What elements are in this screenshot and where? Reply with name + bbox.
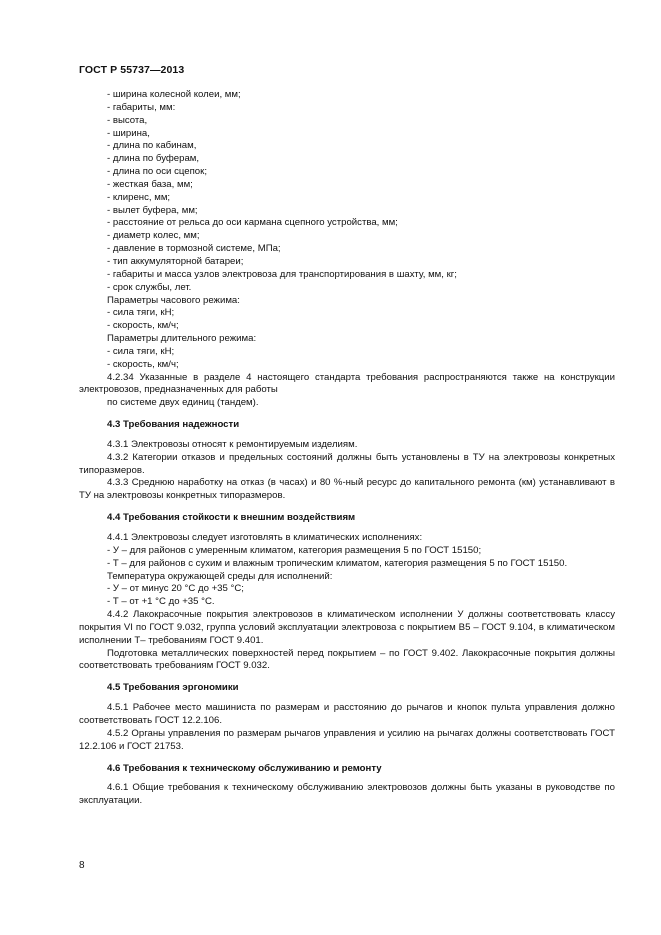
paragraph-4-2-34: 4.2.34 Указанные в разделе 4 настоящего стандарта требования распространяются также на конструкции электровозов, предназначенных для работы [79, 371, 615, 396]
continuous-mode-title: Параметры длительного режима: [107, 333, 257, 345]
list-item: - габариты, мм: [107, 101, 176, 113]
list-item: - скорость, км/ч; [107, 358, 179, 370]
list-item: - диаметр колес, мм; [107, 230, 200, 242]
page-content [79, 89, 615, 808]
parameter-list [79, 89, 615, 295]
list-item: - расстояние от рельса до оси кармана сцепного устройства, мм; [107, 217, 398, 229]
paragraph-4-4-1: 4.4.1 Электровозы следует изготовлять в климатических исполнениях: [107, 532, 423, 543]
list-item: - клиренс, мм; [107, 191, 171, 203]
paragraph-4-6-1: 4.6.1 Общие требования к техническому обслуживанию электровозов должны быть указаны в руководстве по эксплуатации. [79, 782, 615, 807]
list-item: - давление в тормозной системе, МПа; [107, 243, 281, 255]
paragraph-4-3-3: 4.3.3 Среднюю наработку на отказ (в часах) и 80 %-ный ресурс до капитального ремонта (км) устанавливают в ТУ на электровозы конкретных типоразмеров. [79, 477, 615, 502]
hourly-mode-title: Параметры часового режима: [107, 294, 240, 306]
paragraph-4-3-1: 4.3.1 Электровозы относят к ремонтируемым изделиям. [107, 438, 358, 450]
temperature-t: - Т – от +1 °С до +35 °С. [107, 596, 215, 608]
list-item: - сила тяги, кН; [107, 307, 175, 319]
paragraph-4-4-1-u: - У – для районов с умеренным климатом, категория размещения 5 по ГОСТ 15150; [107, 544, 482, 556]
paragraph-4-3-2: 4.3.2 Категории отказов и предельных состояний должны быть установлены в ТУ на электровозы конкретных типоразмеров. [79, 451, 615, 476]
list-item: - срок службы, лет. [107, 281, 192, 293]
section-heading-4-3: 4.3 Требования надежности [107, 419, 240, 431]
list-item: - длина по кабинам, [107, 140, 197, 152]
list-item: - ширина колесной колеи, мм; [107, 89, 241, 100]
paragraph-4-4-1-t: - Т – для районов с сухим и влажным тропическим климатом, категория размещения 5 по ГОСТ 15150. [107, 557, 568, 569]
list-item: - ширина, [107, 127, 150, 139]
page-number: 8 [79, 860, 85, 871]
list-item: - вылет буфера, мм; [107, 204, 198, 216]
list-item: - длина по оси сцепок; [107, 166, 207, 178]
list-item: - высота, [107, 114, 148, 126]
section-heading-4-6: 4.6 Требования к техническому обслуживанию и ремонту [107, 762, 382, 774]
list-item: - жесткая база, мм; [107, 178, 193, 190]
paragraph-4-4-2: 4.4.2 Лакокрасочные покрытия электровозов в климатическом исполнении У должны соответствовать классу покрытия VI по ГОСТ 9.032, группа условий эксплуатации электровоза с покрытием В5 – ГОСТ 9.104, в климатическом исполнении Т– требованиям ГОСТ 9.401. [79, 609, 615, 646]
section-heading-4-5: 4.5 Требования эргономики [107, 682, 239, 694]
temperature-title: Температура окружающей среды для исполнений: [107, 570, 333, 582]
document-header: ГОСТ Р 55737—2013 [79, 64, 185, 76]
list-item: - габариты и масса узлов электровоза для транспортирования в шахту, мм, кг; [107, 268, 457, 280]
paragraph-4-5-2: 4.5.2 Органы управления по размерам рычагов управления и усилию на рычагах должны соответствовать ГОСТ 12.2.106 и ГОСТ 21753. [79, 727, 615, 752]
list-item: - тип аккумуляторной батареи; [107, 255, 244, 267]
section-heading-4-4: 4.4 Требования стойкости к внешним воздействиям [107, 512, 356, 524]
temperature-u: - У – от минус 20 °С до +35 °С; [107, 583, 244, 595]
list-item: - скорость, км/ч; [107, 320, 179, 332]
paragraph-4-4-2-prep: Подготовка металлических поверхностей перед покрытием – по ГОСТ 9.402. Лакокрасочные покрытия должны соответствовать требованиям ГОСТ 9.032. [79, 647, 615, 672]
list-item: - длина по буферам, [107, 153, 200, 165]
paragraph-4-2-34-cont: по системе двух единиц (тандем). [107, 397, 259, 409]
list-item: - сила тяги, кН; [107, 345, 175, 357]
paragraph-4-5-1: 4.5.1 Рабочее место машиниста по размерам и расстоянию до рычагов и кнопок пульта управления должно соответствовать ГОСТ 12.2.106. [79, 702, 615, 726]
